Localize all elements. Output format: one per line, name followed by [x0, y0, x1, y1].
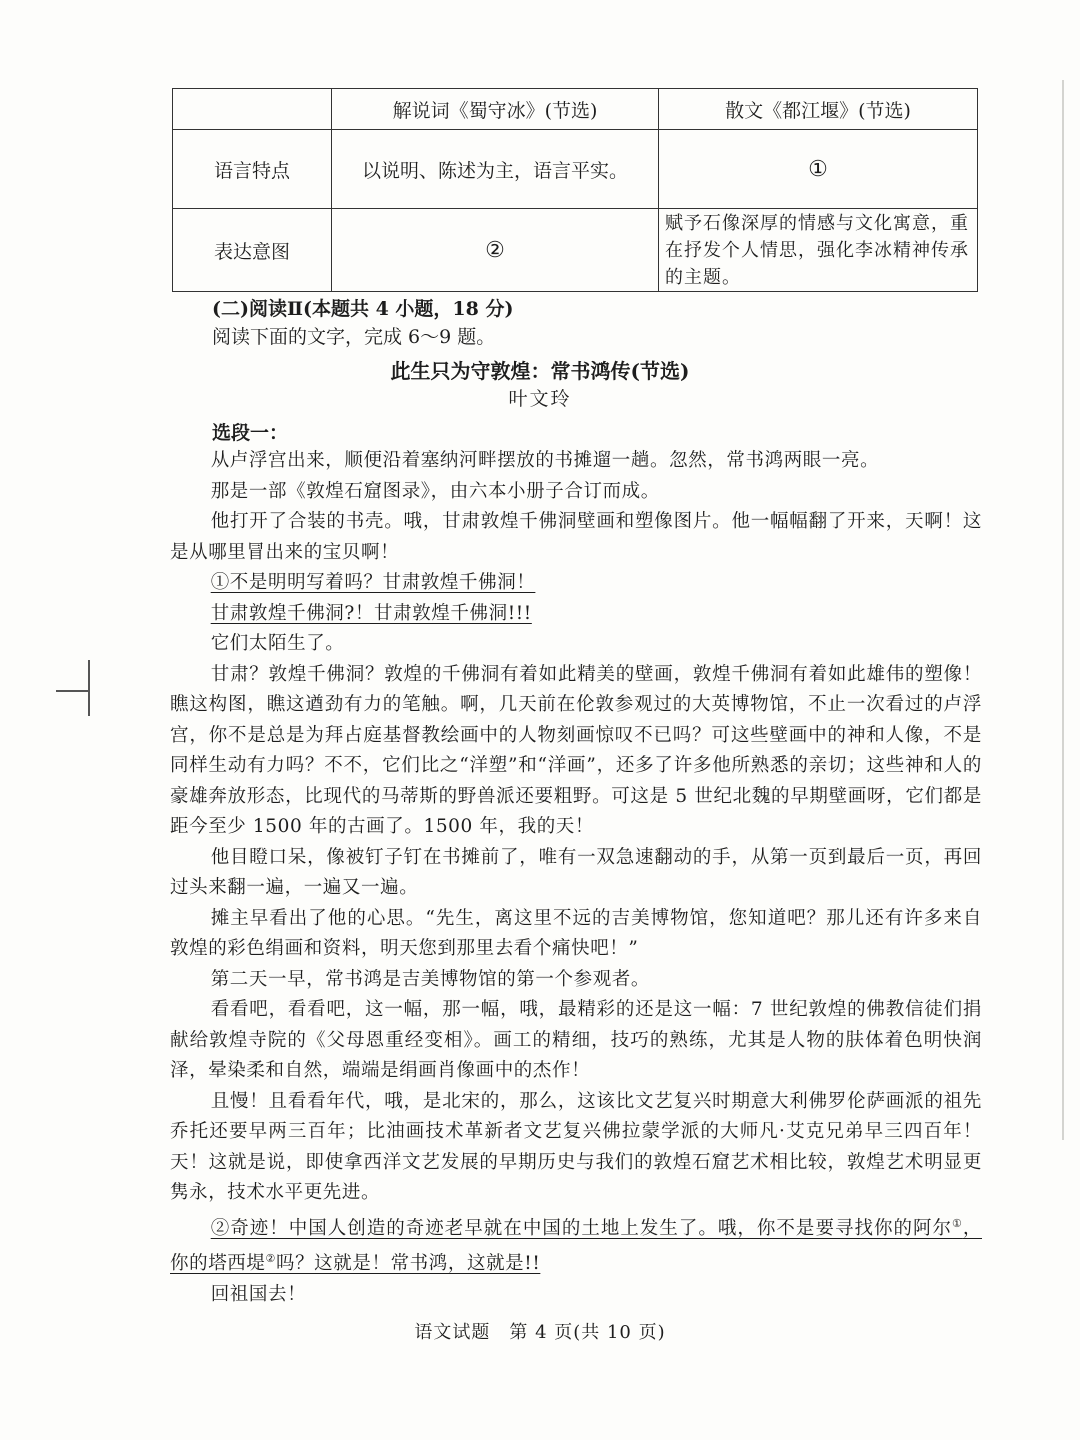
blank-marker-1: ① [658, 130, 977, 209]
table-header-cell: 解说词《蜀守冰》(节选) [332, 89, 659, 130]
table-header-row [173, 89, 978, 130]
article-title: 此生只为守敦煌：常书鸿传(节选) [390, 359, 690, 383]
paragraph: 他打开了合装的书壳。哦，甘肃敦煌千佛洞壁画和塑像图片。他一幅幅翻了开来，天啊！这是从哪里冒出来的宝贝啊！ [170, 511, 982, 563]
excerpt-label: 选段一： [212, 422, 289, 444]
text-run: ②奇迹！中国人创造的奇迹老早就在中国的土地上发生了。哦，你不是要寻找你的阿尔 [210, 1217, 953, 1239]
table-header-cell: 散文《都江堰》(节选) [658, 89, 977, 130]
page-footer: 语文试题 第 4 页(共 10 页) [414, 1322, 666, 1343]
paragraph-underlined-2 [170, 1209, 982, 1280]
paragraph: 摊主早看出了他的心思。“先生，离这里不远的吉美博物馆，您知道吧？那儿还有许多来自敦煌的彩色绢画和资料，明天您到那里去看个痛快吧！” [170, 907, 982, 959]
article-author: 叶文玲 [508, 388, 572, 410]
paragraph: 且慢！且看看年代，哦，是北宋的，那么，这该比文艺复兴时期意大利佛罗伦萨画派的祖先乔托还要早两三百年；比油画技术革新者文艺复兴佛拉蒙学派的大师凡·艾克兄弟早三四百年！天！这就是说，即使拿西洋文艺发展的早期历史与我们的敦煌石窟艺术相比较，敦煌艺术明显更隽永，技术水平更先进。 [170, 1090, 982, 1203]
paragraph: 他目瞪口呆，像被钉子钉在书摊前了，唯有一双急速翻动的手，从第一页到最后一页，再回过头来翻一遍，一遍又一遍。 [170, 846, 982, 898]
underlined-sentence [170, 1218, 982, 1275]
footnote-marker: ② [265, 1252, 276, 1266]
paragraph: 回祖国去！ [210, 1283, 307, 1305]
article-body [170, 446, 982, 1310]
paragraph: 从卢浮宫出来，顺便沿着塞纳河畔摆放的书摊遛一趟。忽然，常书鸿两眼一亮。 [210, 450, 880, 471]
table-row [173, 209, 978, 292]
paragraph-underlined [170, 599, 982, 630]
paragraph-underlined-1 [170, 568, 982, 599]
blank-marker-2: ② [332, 209, 659, 292]
paragraph: 甘肃？敦煌千佛洞？敦煌的千佛洞有着如此精美的壁画，敦煌千佛洞有着如此雄伟的塑像！瞧这构图，瞧这遒劲有力的笔触。啊，几天前在伦敦参观过的大英博物馆，不止一次看过的卢浮宫，你不是总是为拜占庭基督教绘画中的人物刻画惊叹不已吗？可这些壁画中的神和人像，不是同样生动有力吗？不不，它们比之“洋塑”和“洋画”，还多了许多他所熟悉的亲切；这些神和人的豪雄奔放形态，比现代的马蒂斯的野兽派还要粗野。可这是 5 世纪北魏的早期壁画呀，它们都是距今至少 1500 年的古画了。1500 年，我的天！ [170, 663, 982, 837]
paragraph: 看看吧，看看吧，这一幅，那一幅，哦，最精彩的还是这一幅：7 世纪敦煌的佛教信徒们捐献给敦煌寺院的《父母恩重经变相》。画工的精细，技巧的熟练，尤其是人物的肤体着色明快润泽，晕染柔和自然，端端是绢画肖像画中的杰作！ [170, 999, 982, 1081]
comparison-table [172, 88, 978, 292]
row-label: 语言特点 [173, 130, 332, 209]
section-instruction: 阅读下面的文字，完成 6～9 题。 [212, 326, 496, 348]
table-cell: 以说明、陈述为主，语言平实。 [332, 130, 659, 209]
table-header-cell [173, 89, 332, 130]
paragraph: 那是一部《敦煌石窟图录》，由六本小册子合订而成。 [210, 480, 660, 502]
paragraph: 它们太陌生了。 [210, 633, 345, 654]
underlined-sentence: ①不是明明写着吗？甘肃敦煌千佛洞！ [210, 572, 536, 593]
registration-mark [88, 660, 90, 716]
table-row [173, 130, 978, 209]
section-heading: (二)阅读Ⅱ(本题共 4 小题，18 分) [212, 298, 514, 320]
table-cell: 赋予石像深厚的情感与文化寓意，重在抒发个人情思，强化李冰精神传承的主题。 [658, 209, 977, 292]
footnote-marker: ① [952, 1216, 963, 1230]
paragraph: 第二天一早，常书鸿是吉美博物馆的第一个参观者。 [210, 968, 650, 990]
underlined-sentence: 甘肃敦煌千佛洞?！甘肃敦煌千佛洞!!! [210, 602, 532, 624]
row-label: 表达意图 [173, 209, 332, 292]
scan-edge-line [1062, 80, 1064, 1140]
text-run: ，你的塔西堤 [170, 1217, 982, 1275]
text-run: 吗？这就是！常书鸿，这就是!! [275, 1253, 541, 1275]
registration-mark [56, 690, 88, 692]
